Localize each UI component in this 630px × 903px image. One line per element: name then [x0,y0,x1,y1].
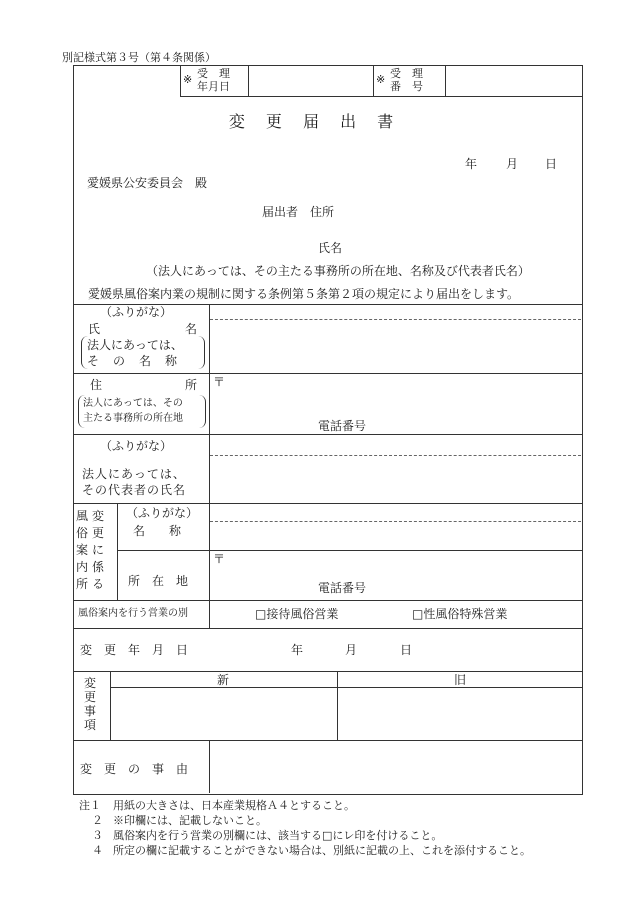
office-location-field[interactable] [210,551,581,599]
applicant-corp-note: （法人にあっては、その主たる事務所の所在地、名称及び代表者氏名） [146,264,530,278]
rep-name-field[interactable] [210,456,581,502]
note-1-text: 用紙の大きさは、日本産業規格Ａ４とすること。 [113,799,355,812]
change-date-day: 日 [400,643,413,657]
applicant-name-label: 氏名 [318,241,343,255]
page-title: 変 更 届 出 書 [228,112,402,131]
address-postal-mark: 〒 [213,375,226,389]
office-name-field[interactable] [210,522,581,549]
note-3-text: 風俗案内を行う営業の別欄には、該当する□にレ印を付けること。 [113,829,443,842]
office-furigana-field[interactable] [210,504,581,520]
reception-number-field[interactable] [446,66,580,95]
rep-furigana-field[interactable] [210,435,581,454]
address-corp-note-1: 法人にあっては、その [83,398,183,409]
note-2-num: ２ [92,814,103,827]
note-2-text: ※印欄には、記載しないこと。 [113,814,267,827]
office-postal-mark: 〒 [213,552,226,566]
business-type-option-1[interactable]: □接待風俗営業 [255,607,339,621]
reception-number-mark: ※ [376,73,386,86]
address-label-left: 住 [90,378,103,392]
change-date-year: 年 [291,643,304,657]
reception-date-mark: ※ [183,73,193,86]
note-4-text: 所定の欄に記載することができない場合は、別紙に記載の上、これを添付すること。 [113,844,531,857]
reception-date-label-2: 年月日 [197,80,230,93]
reception-date-label-1: 受 理 [197,67,230,80]
addressee: 愛媛県公安委員会 殿 [87,176,208,190]
note-4-num: ４ [92,844,103,857]
rep-furigana-label: （ふりがな） [100,439,173,453]
submit-month: 月 [506,157,519,171]
name-furigana-field[interactable] [210,305,581,318]
office-phone-label: 電話番号 [318,581,367,595]
office-name-label: 名 称 [133,524,182,538]
address-field[interactable] [210,374,581,433]
change-items-old-field[interactable] [338,688,581,739]
change-items-old-header: 旧 [454,673,467,687]
business-type-label: 風俗案内を行う営業の別 [78,608,188,619]
change-items-new-field[interactable] [111,688,336,739]
address-corp-note-2: 主たる事務所の所在地 [83,413,183,424]
name-furigana-label: （ふりがな） [100,305,173,319]
address-phone-label: 電話番号 [318,419,367,433]
reason-field[interactable] [210,741,581,792]
reason-label: 変 更 の 事 由 [80,762,189,776]
business-type-option-2[interactable]: □性風俗特殊営業 [412,607,508,621]
applicant-address-label: 届出者 住所 [262,205,335,219]
rep-label-1: 法人にあっては、 [82,467,186,481]
reception-number-label-1: 受 理 [390,67,423,80]
rep-label-2: その代表者の氏名 [82,483,187,497]
name-label-left: 氏 [88,322,101,336]
change-date-field[interactable] [210,629,581,670]
note-3-num: ３ [92,829,103,842]
change-items-new-header: 新 [217,673,230,687]
submit-day: 日 [545,157,558,171]
name-field[interactable] [210,320,581,372]
statement: 愛媛県風俗案内業の規制に関する条例第５条第２項の規定により届出をします。 [88,287,520,301]
reception-date-field[interactable] [249,66,372,95]
office-furigana-label: （ふりがな） [126,506,199,520]
note-1-num: 注１ [79,799,101,812]
address-label-right: 所 [185,378,198,392]
name-corp-note-1: 法人にあっては、 [87,338,183,352]
form-header: 別記様式第３号（第４条関係） [62,51,216,64]
change-date-label: 変 更 年 月 日 [80,643,189,657]
name-label-right: 名 [185,322,198,336]
name-corp-note-2: そ の 名 称 [87,354,179,368]
reception-number-label-2: 番 号 [390,80,423,93]
office-location-label: 所 在 地 [128,574,189,588]
submit-year: 年 [465,157,478,171]
change-date-month: 月 [345,643,358,657]
